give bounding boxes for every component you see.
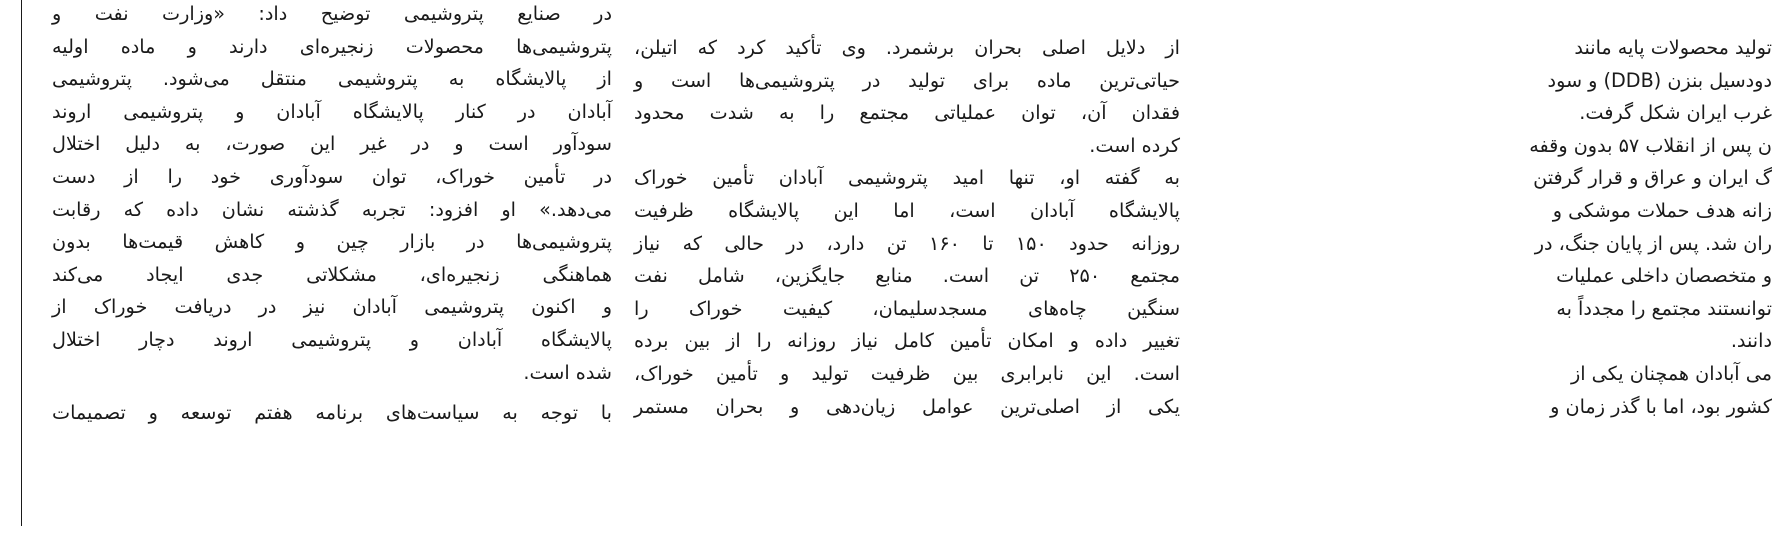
text-line: تغییر داده و امکان تأمین کامل نیاز روزانه را از بین برده: [634, 329, 1180, 353]
text-line: یکی از اصلی‌ترین عوامل زیان‌دهی و بحران مستمر: [634, 394, 1180, 418]
text-line: حیاتی‌ترین ماده برای تولید در پتروشیمی‌ها است و: [634, 68, 1180, 92]
text-line: می آبادان همچنان یکی از: [1570, 361, 1772, 385]
text-line: دودسیل بنزن (DDB) و سود: [1547, 68, 1772, 92]
text-line: و متخصصان داخلی عملیات: [1556, 264, 1772, 288]
text-line: از پالایشگاه به پتروشیمی منتقل می‌شود. پتروشیمی: [52, 67, 612, 91]
paragraph-gap: [52, 389, 612, 397]
text-line: به گفته او، تنها امید پتروشیمی آبادان تأمین خوراک: [634, 166, 1180, 190]
text-line: غرب ایران شکل گرفت.: [1579, 101, 1772, 125]
text-line: هماهنگی زنجیره‌ای، مشکلاتی جدی ایجاد می‌کند: [52, 262, 612, 286]
cropped-column-content: [1212, 32, 1772, 423]
text-line: کرده است.: [1089, 133, 1180, 157]
text-line: ران شد. پس از پایان جنگ، در: [1534, 231, 1772, 255]
text-line: پتروشیمی‌ها در بازار چین و کاهش قیمت‌ها بدون: [52, 230, 612, 254]
text-line: سنگین چاه‌های مسجدسلیمان، کیفیت خوراک را: [634, 296, 1180, 320]
text-line: در تأمین خوراک، توان سودآوری خود را از دست: [52, 164, 612, 188]
text-line: پالایشگاه آبادان و پتروشیمی اروند دچار اختلال: [52, 327, 612, 351]
text-line: تولید محصولات پایه مانند: [1574, 36, 1772, 59]
text-line: در صنایع پتروشیمی توضیح داد: «وزارت نفت و: [52, 2, 612, 25]
article-column-left: [52, 0, 612, 524]
text-line: پتروشیمی‌ها محصولات زنجیره‌ای دارند و ماده اولیه: [52, 34, 612, 58]
text-line: شده است.: [523, 360, 612, 384]
text-line: پالایشگاه آبادان است، اما این پالایشگاه ظرفیت: [634, 198, 1180, 222]
text-line: ن پس از انقلاب ۵۷ بدون وقفه: [1529, 133, 1772, 157]
text-line: دانند.: [1730, 329, 1772, 353]
text-line: از دلایل اصلی بحران برشمرد. وی تأکید کرد که اتیلن،: [634, 36, 1180, 59]
text-line: و اکنون پتروشیمی آبادان نیز در دریافت خوراک از: [52, 295, 612, 319]
text-line: آبادان در کنار پالایشگاه آبادان و پتروشیمی اروند: [52, 99, 612, 123]
article-column-right-cropped: [1212, 32, 1772, 558]
text-line: گ ایران و عراق و قرار گرفتن: [1533, 166, 1772, 190]
article-column-middle: [634, 32, 1180, 558]
text-line: توانستند مجتمع را مجدداً به: [1556, 296, 1772, 320]
text-line: سودآور است و در غیر این صورت، به دلیل اختلال: [52, 132, 612, 156]
text-line: زانه هدف حملات موشکی و: [1552, 198, 1772, 222]
text-line: با توجه به سیاست‌های برنامه هفتم توسعه و تصمیمات: [52, 401, 612, 425]
text-line: است. این نابرابری بین ظرفیت تولید و تأمین خوراک،: [634, 361, 1180, 385]
text-line: می‌دهد.» او افزود: تجربه گذشته نشان داده که رقابت: [52, 197, 612, 221]
text-line: فقدان آن، توان عملیاتی مجتمع را به شدت محدود: [634, 101, 1180, 125]
text-line: مجتمع ۲۵۰ تن است. منابع جایگزین، شامل نفت: [634, 264, 1180, 288]
page-edge-rule: [21, 0, 22, 526]
text-line: کشور بود، اما با گذر زمان و: [1550, 394, 1772, 418]
text-line: روزانه حدود ۱۵۰ تا ۱۶۰ تن دارد، در حالی که نیاز: [634, 231, 1180, 255]
